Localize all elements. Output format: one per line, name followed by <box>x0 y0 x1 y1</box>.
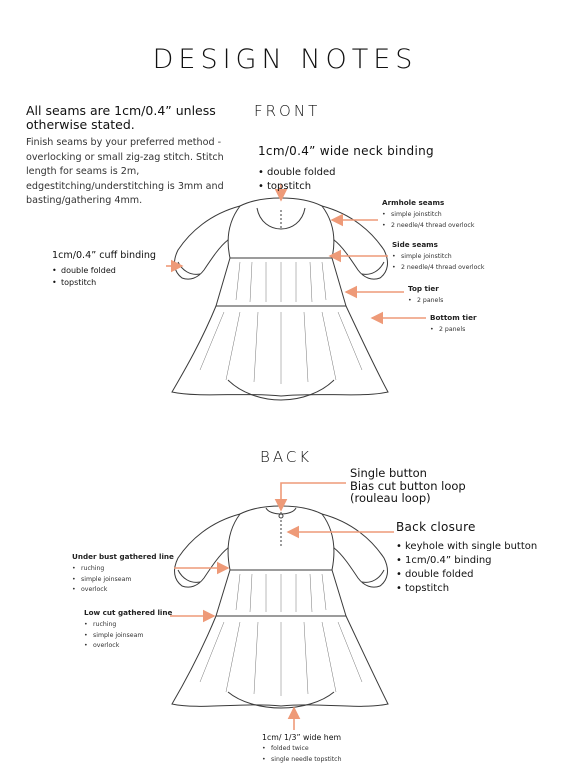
low-cut-item: • overlock <box>84 641 204 652</box>
side-seams-callout <box>392 240 542 273</box>
back-closure-title: Back closure <box>396 520 476 534</box>
armhole-seams-title: Armhole seams <box>382 198 445 207</box>
low-cut-item: • ruching <box>84 620 204 631</box>
front-heading: FRONT <box>254 102 321 120</box>
top-tier-callout <box>408 284 508 307</box>
low-cut-callout <box>84 608 204 652</box>
front-dress-drawing <box>172 198 388 400</box>
hem-item: • folded twice <box>262 744 402 755</box>
top-tier-title: Top tier <box>408 284 439 293</box>
button-line: Single button <box>350 466 427 480</box>
under-bust-item: • simple joinseam <box>72 575 192 586</box>
neck-binding-title: 1cm/0.4” wide neck binding <box>258 144 434 158</box>
low-cut-title: Low cut gathered line <box>84 608 173 617</box>
hem-title: 1cm/ 1/3” wide hem <box>262 733 342 742</box>
intro-body: Finish seams by your preferred method - overlocking or small zig-zag stitch. Stitch length for seams is 2m, edgestitching/understitching is 3mm and basting/gathering 4mm. <box>26 137 224 206</box>
armhole-seams-item: • 2 needle/4 thread overlock <box>382 221 532 232</box>
hem-item: • single needle topstitch <box>262 755 402 766</box>
cuff-binding-item: • double folded <box>52 265 172 277</box>
neck-binding-item: • double folded <box>258 166 458 180</box>
cuff-binding-callout <box>52 250 172 289</box>
bottom-tier-callout <box>430 313 530 336</box>
button-loop-note: (rouleau loop) <box>350 491 431 505</box>
top-tier-item: • 2 panels <box>408 296 508 307</box>
page-title: DESIGN NOTES <box>152 44 418 75</box>
back-dress-drawing <box>172 506 388 708</box>
hem-callout <box>262 733 402 765</box>
neck-binding-callout <box>258 144 458 194</box>
cuff-binding-item: • topstitch <box>52 277 172 289</box>
armhole-seams-item: • simple joinstitch <box>382 210 532 221</box>
bottom-tier-item: • 2 panels <box>430 325 530 336</box>
under-bust-title: Under bust gathered line <box>72 552 174 561</box>
back-heading: BACK <box>260 448 313 466</box>
back-closure-callout <box>396 520 556 596</box>
neck-binding-item: • topstitch <box>258 180 458 194</box>
under-bust-item: • overlock <box>72 585 192 596</box>
back-closure-item: • double folded <box>396 568 556 582</box>
back-closure-item: • 1cm/0.4” binding <box>396 554 556 568</box>
back-closure-item: • keyhole with single button <box>396 540 556 554</box>
intro-heading: All seams are 1cm/0.4” unless otherwise stated. <box>26 103 216 132</box>
side-seams-item: • simple joinstitch <box>392 252 542 263</box>
cuff-binding-title: 1cm/0.4” cuff binding <box>52 250 157 261</box>
under-bust-item: • ruching <box>72 564 192 575</box>
bottom-tier-title: Bottom tier <box>430 313 477 322</box>
under-bust-callout <box>72 552 192 596</box>
armhole-seams-callout <box>382 198 532 231</box>
side-seams-item: • 2 needle/4 thread overlock <box>392 263 542 274</box>
back-closure-item: • topstitch <box>396 582 556 596</box>
low-cut-item: • simple joinseam <box>84 631 204 642</box>
side-seams-title: Side seams <box>392 240 438 249</box>
button-loop-line: Bias cut button loop <box>350 478 466 493</box>
button-callout <box>350 467 550 505</box>
